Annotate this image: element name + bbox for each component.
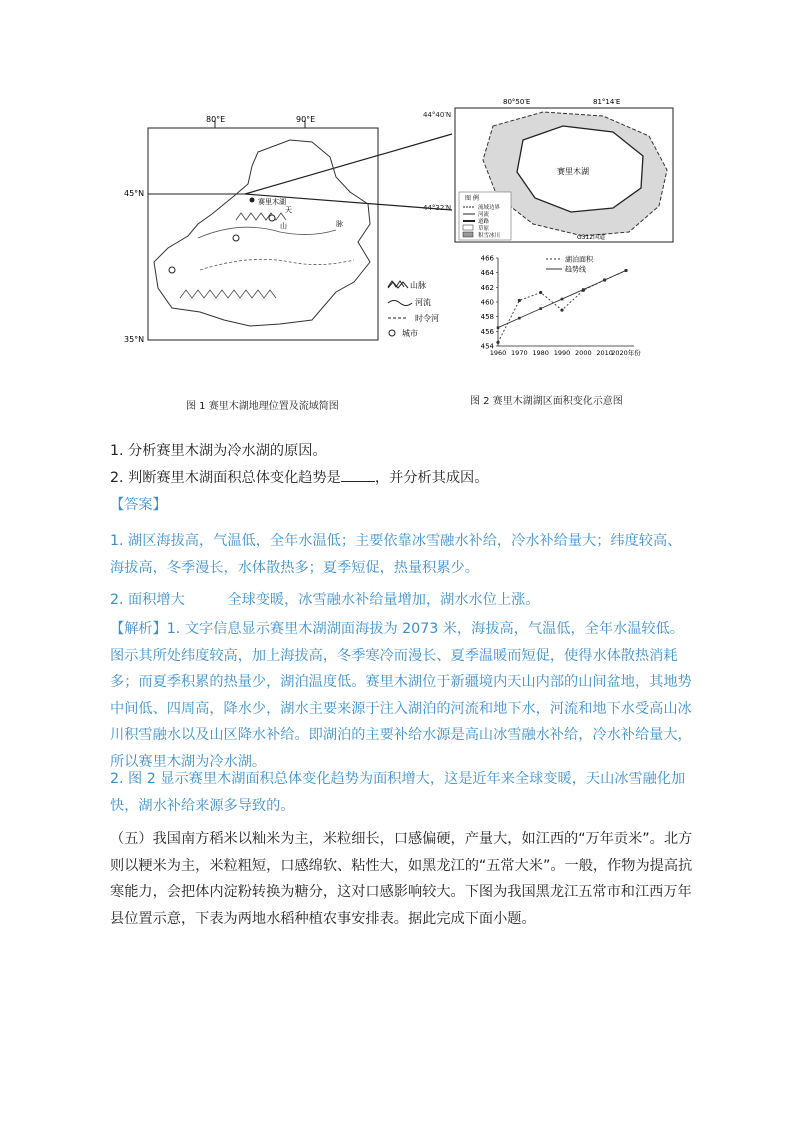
legend-trend: 趋势线 [565,265,586,274]
lon-label-80: 80°E [206,115,226,124]
answer-1: 1. 湖区海拔高，气温低，全年水温低；主要依靠冰雪融水补给，冷水补给量大；纬度较高、海拔高，冬季漫长，水体散热多；夏季短促，热量积累少。 [110,533,682,576]
inset-lat-label-north: 44°40′N [423,111,452,119]
question-2 [110,465,695,492]
x-tick-label: 1990 [553,349,571,357]
trend-point [497,326,500,329]
answer-blank [341,467,375,482]
answer-tag: 【答案】 [110,497,167,513]
city-marker [233,235,239,241]
map-label-mai: 脉 [336,220,343,228]
lake-label: 赛里木湖 [557,167,589,176]
lon-label-east: 81°14′E [593,98,621,106]
analysis-2: 2. 图 2 显示赛里木湖面积总体变化趋势为面积增大，这是近年来全球变暖，天山冰雪融化加快，湖水补给来源多导致的。 [110,771,686,814]
road-label: G312国道 [577,234,606,241]
inset-legend-road: 道路 [478,219,490,225]
question-1: 1. 分析赛里木湖为冷水湖的原因。 [110,443,327,459]
legend-river: 河流 [415,298,431,307]
y-tick-label: 456 [480,327,494,336]
map-label-tian: 天 [285,206,292,214]
figure2-lake-map [453,96,675,244]
lake-marker [250,198,255,203]
x-tick-label: 2000 [575,349,592,357]
figure2-caption: 图 2 赛里木湖湖区面积变化示意图 [470,396,623,407]
figure1-caption: 图 1 赛里木湖地理位置及流域简图 [186,401,339,412]
inset-legend-title: 图 例 [465,195,479,202]
trend-point [603,279,606,282]
inset-legend-glacier: 积雪冰川 [478,233,501,239]
x-tick-label: 1980 [532,349,549,357]
mountain-icon [388,281,404,287]
city-marker [269,215,275,221]
x-tick-label: 2020年份 [611,349,641,357]
inset-legend-grassland: 草原 [478,226,490,232]
lat-label-35: 35°N [124,335,145,344]
legend-lake-area: 湖泊面积 [565,255,593,264]
data-point [496,341,499,344]
inset-legend-river: 河流 [478,212,490,218]
trend-point [582,288,585,291]
analysis [110,616,695,775]
legend-city: 城市 [402,329,418,338]
trend-point [561,298,564,301]
lon-label-west: 80°50′E [503,98,531,106]
trend-point [625,269,628,272]
inset-legend-boundary: 流域边界 [478,205,501,211]
y-tick-label: 462 [480,283,494,292]
x-tick-label: 1970 [511,349,528,357]
analysis-1: 1. 文字信息显示赛里木湖湖面海拔为 2073 米，海拔高，气温低，全年水温较低。图示其所处纬度较高，加上海拔高，冬季寒冷而漫长、夏季温暖而短促，使得水体散热消耗多；而夏季积累的热量少，湖泊温度低。赛里木湖位于新疆境内天山内部的山间盆地，其地势中间低、四周高，降水少，湖水主要来源于注入湖泊的河流和地下水，河流和地下水受高山冰川积雪融水以及山区降水补给。即湖泊的主要补给水源是高山冰雪融水补给，冷水补给量大，所以赛里木湖为冷水湖。 [110,621,692,770]
question-2-text: 2. 判断赛里木湖面积总体变化趋势是 [110,470,341,486]
legend-mountain: 山脉 [410,281,426,290]
analysis-tag: 【解析】 [110,621,167,637]
river-icon [388,301,412,306]
legend-seasonal-river: 时令河 [415,314,439,323]
y-tick-label: 454 [480,342,494,351]
lon-label-90: 90°E [296,115,316,124]
inset-lat-label-south: 44°32′N [423,204,452,212]
data-point [539,291,542,294]
section-5-intro: （五）我国南方稻米以籼米为主，米粒细长，口感偏硬，产量大，如江西的“万年贡米”。北方则以粳米为主，米粒粗短，口感绵软、粘性大，如黑龙江的“五常大米”。一般，作物为提高抗寒能力，会把体内淀粉转换为糖分，这对口感影响较大。下图为我国黑龙江五常市和江西万年县位置示意，下表为两地水稻种植农事安排表。据此完成下面小题。 [110,831,693,927]
y-tick-label: 460 [480,298,494,307]
data-point [518,299,521,302]
trend-point [518,317,521,320]
question-2-text-end: ，并分析其成因。 [374,470,489,486]
map-label-lake: 赛里木湖 [258,198,286,206]
city-icon [389,330,395,336]
series-line-lake-area [498,270,626,342]
x-tick-label: 2010 [596,349,613,357]
lake-area-chart [476,250,676,360]
trend-point [539,307,542,310]
map-legend [388,280,439,338]
y-tick-label: 464 [480,269,494,278]
y-tick-label: 466 [480,254,494,263]
y-tick-label: 458 [480,313,494,322]
answer-2: 2. 面积增大 全球变暖，冰雪融水补给量增加，湖水水位上涨。 [110,592,540,608]
data-point [560,308,563,311]
x-tick-label: 1960 [489,349,507,357]
lat-label-45: 45°N [124,189,145,198]
map-label-shan: 山 [280,222,287,230]
city-marker [169,267,175,273]
